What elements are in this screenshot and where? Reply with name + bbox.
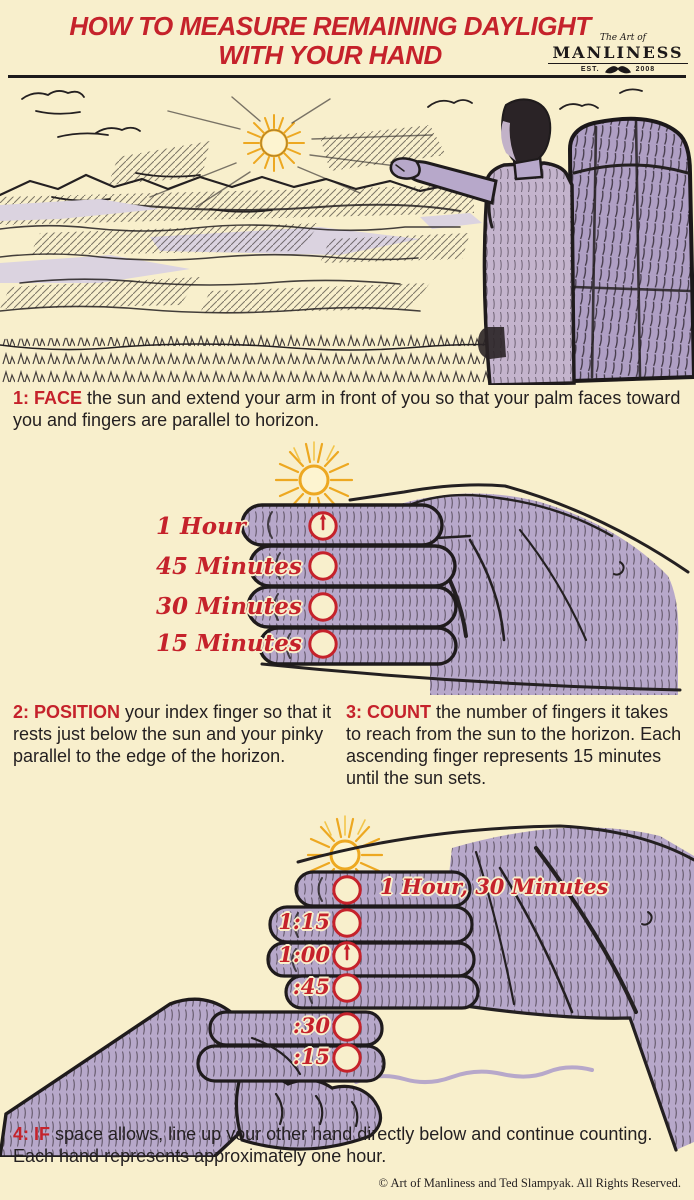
- clock-45-icon: [330, 971, 364, 1005]
- step-3-prefix: 3: COUNT: [346, 702, 431, 722]
- step-2-prefix: 2: POSITION: [13, 702, 121, 722]
- logo-year: 2008: [635, 66, 656, 73]
- finger-label-1-hour-30-minutes: 1 Hour, 30 Minutes: [380, 874, 609, 899]
- logo-name: MANLINESS: [548, 43, 688, 64]
- clock-45-minutes-icon: [306, 549, 340, 583]
- title-line-1: HOW TO MEASURE REMAINING DAYLIGHT: [69, 11, 591, 41]
- finger-label-15: :15: [293, 1044, 330, 1069]
- finger-label-1-hour: 1 Hour: [156, 513, 246, 540]
- clock-1-15-icon: [330, 906, 364, 940]
- clock-15-minutes-icon: [306, 627, 340, 661]
- clock-30-icon: [330, 1010, 364, 1044]
- step-4-body: space allows, line up your other hand directly below and continue counting. Each hand represents approximately one hour.: [13, 1124, 653, 1166]
- finger-label-1-00: 1:00: [278, 942, 330, 967]
- art-of-manliness-logo: [548, 33, 688, 74]
- clock-1-hour-30-minutes-icon: [330, 873, 364, 907]
- horizon-line: [356, 1067, 592, 1082]
- step-3-text: [346, 702, 688, 790]
- clock-30-minutes-icon: [306, 590, 340, 624]
- finger-label-30: :30: [293, 1013, 330, 1038]
- hand-scale-illustration: [0, 440, 694, 695]
- step-1-prefix: 1: FACE: [13, 388, 83, 408]
- title-line-2: WITH YOUR HAND: [218, 40, 442, 71]
- page-title: [30, 12, 630, 70]
- step-1-text: [13, 388, 681, 432]
- finger-label-1-15: 1:15: [278, 909, 330, 934]
- backpack: [570, 119, 694, 381]
- finger-label-45-minutes: 45 Minutes: [156, 553, 302, 580]
- finger-label-45: :45: [293, 974, 330, 999]
- clock-1-00-icon: [330, 939, 364, 973]
- hero-illustration: [0, 77, 694, 385]
- mustache-icon: [605, 65, 631, 74]
- logo-tagline: The Art of: [600, 33, 647, 43]
- step-3-body: the number of fingers it takes to reach from the sun to the horizon. Each ascending finger represents 15 minutes until the sun sets.: [346, 702, 682, 788]
- sun-icon: [276, 442, 352, 514]
- logo-est-label: EST.: [580, 66, 600, 73]
- step-1-body: the sun and extend your arm in front of you so that your palm faces toward you and fingers are parallel to horizon.: [13, 388, 681, 430]
- logo-est-row: [548, 65, 688, 74]
- clock-1-hour-icon: [306, 509, 340, 543]
- step-4-text: [13, 1124, 687, 1168]
- finger-label-30-minutes: 30 Minutes: [156, 593, 302, 620]
- step-2-text: [13, 702, 337, 768]
- copyright-notice: © Art of Manliness and Ted Slampyak. All Rights Reserved.: [378, 1176, 681, 1190]
- clock-15-icon: [330, 1041, 364, 1075]
- step-4-prefix: 4: IF: [13, 1124, 51, 1144]
- finger-label-15-minutes: 15 Minutes: [156, 630, 302, 657]
- step-2-body: your index finger so that it rests just below the sun and your pinky parallel to the edge of the horizon.: [13, 702, 332, 766]
